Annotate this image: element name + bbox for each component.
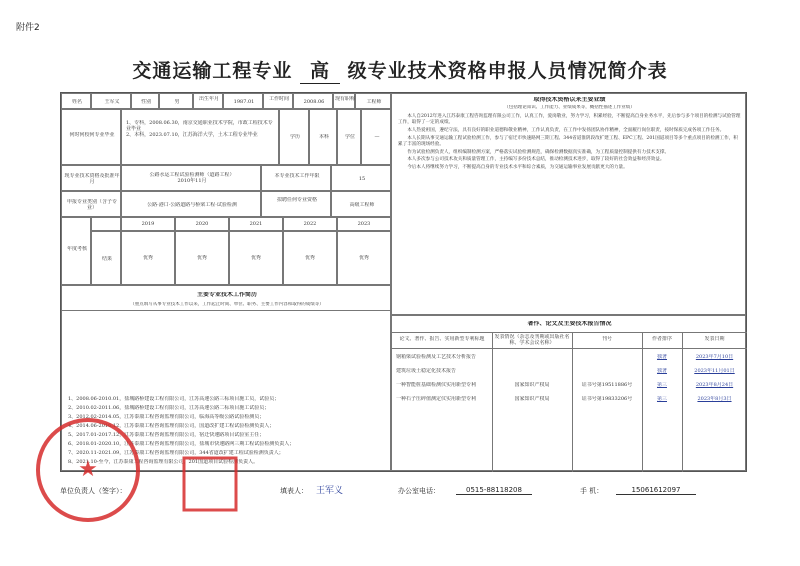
birth-label-cell: 出生年月 <box>193 93 223 109</box>
personal-seal <box>182 456 238 512</box>
edu-cell: 本科 <box>309 109 337 165</box>
assess-result: 优秀 <box>250 255 261 261</box>
title-level: 高 <box>300 56 340 84</box>
assess-label-cell: 年度考核 <box>61 217 91 285</box>
page-title: 交通运输工程专业 高 级专业技术资格申报人员情况简介表 <box>0 56 800 84</box>
resume-item: 6、2018.01-2020.10，江苏泰康工程咨询监理有限公司，盐城市快速路网三期工程试验检测负责人； <box>68 441 295 447</box>
title-cell: 工程师 <box>355 93 391 109</box>
result-label-cell: 结果 <box>91 231 121 285</box>
years-label-cell: 本专业技术工作年限 <box>261 165 331 191</box>
assess-result: 优秀 <box>196 255 207 261</box>
resume-item: 3、2012.02-2014.05，江苏泰康工程咨询监理有限公司，临海高等级公路试验检测员； <box>68 414 265 420</box>
achievement-paragraph: 本人热爱祖国，遵纪守法，具有良好的职业道德和敬业精神，工作认真负责，在工作中发扬团队协作精神，全面履行岗位职责，按时保质完成各项工作任务。 <box>407 127 725 133</box>
company-seal <box>28 410 148 530</box>
work-unit-label-cell: 申报专业类别（含子专业） <box>61 191 121 217</box>
assess-year: 2019 <box>141 221 155 227</box>
achievement-paragraph: 本人自2012年进入江苏泰康工程咨询监理有限公司工作，认真工作，爱岗敬业，努力学习，积累经验，不断提高自身业务水平，先后参与多个项目的检测与试验管理工作，取得了一定的成绩。 <box>398 114 741 125</box>
work-unit-cell: 公路·港口·公路道路与桥梁工程·试验检测 <box>121 191 261 217</box>
papers-section: 著作、论文及主要技术报告情况 论文、著作、报告、实用新型专利标题 发表情况（杂志及刊期或出版社名称、学术会议名称） 刊号 作者排序 发表日期 钢箱梁试验检测及工艺技术分析报告 独著 2023年7月10日 建筑垃圾土稳定化技术报告 独著 2023年11月01日 一种智能桩基础检测仪实用新型专利 国家知识产权局 证书号第19511886号 第三 2023年8月24日 一种石子压碎值测定仪实用新型专利 国家知识产权局 证书号第19833206号 第三 2023年8月3日 <box>391 315 746 471</box>
unit-head-label: 单位负责人（签字）： <box>60 487 127 495</box>
paper-title: 一种石子压碎值测定仪实用新型专利 <box>396 396 477 402</box>
assess-year: 2021 <box>249 221 263 227</box>
paper-order: 第三 <box>656 396 667 402</box>
apply-cell: 高级工程师 <box>331 191 391 217</box>
achievements-section: 取得技术资格以来主要业绩 （包括理论知识、工作能力、业绩成果等，概括性描述工作业绩） 本人自2012年进入江苏泰康工程咨询监理有限公司工作，认真工作，爱岗敬业，努力学习，积累经验，不断提高自身业务水平，先后参与多个项目的检测与试验管理工作，取得了一定的成绩。 本人热爱祖国，遵纪守法，具有良好的职业道德和敬业精神，工作认真负责，在工作中发扬团队协作精神，全面履行岗位职责，按时保质完成各项工作任务。 本人长期从事交通运输工程试验检测工作，参与了宿迁市快速路网三期工程、344省道淮阴段改扩建工程、EPC工程、201国道项目等多个重点项目的检测工作，积累了丰富的现场经验。 作为试验检测负责人，组织编制检测方案，严格落实试验检测规范，确保检测数据真实准确，为工程质量控制提供有力技术支撑。 本人多次参与公司技术攻关和质量管理工作，主持编写多份技术总结，推动检测技术进步，取得了较好的社会效益和经济效益。 今后本人将继续努力学习，不断提高自身的专业技术水平和综合素质，为交通运输事业发展贡献更大的力量。 <box>391 93 746 315</box>
gender-cell: 男 <box>159 93 193 109</box>
name-cell: 王军义 <box>91 93 131 109</box>
title-label-cell: 现有职称 <box>333 93 355 109</box>
current-post-label-cell: 现专业技术资格及批准年月 <box>61 165 121 191</box>
attachment-label: 附件2 <box>16 23 40 33</box>
name-label-cell: 姓名 <box>61 93 91 109</box>
resume-item: 5、2017.01-2017.12，江苏泰康工程咨询监理有限公司，宿迁快速路项目试验室主任； <box>68 432 265 438</box>
mobile-value: 15061612097 <box>616 486 696 495</box>
achievement-paragraph: 本人多次参与公司技术攻关和质量管理工作，主持编写多份技术总结，推动检测技术进步，取得了较好的社会效益和经济效益。 <box>407 157 665 163</box>
achievement-paragraph: 今后本人将继续努力学习，不断提高自身的专业技术水平和综合素质，为交通运输事业发展贡献更大的力量。 <box>407 165 628 171</box>
paper-date: 2023年8月3日 <box>697 396 732 402</box>
years-cell: 15 <box>331 165 391 191</box>
mobile-label: 手 机： <box>580 487 604 495</box>
paper-issue: 证书号第19833206号 <box>581 396 633 402</box>
gender-label-cell: 性别 <box>131 93 159 109</box>
paper-order: 独著 <box>656 368 667 374</box>
current-post-cell: 公路水运工程试验检测师（道路工程） 2010年11月 <box>121 165 261 191</box>
assess-result: 优秀 <box>304 255 315 261</box>
assess-year: 2023 <box>357 221 371 227</box>
assess-year: 2020 <box>195 221 209 227</box>
degree-label-cell: 学位 <box>337 109 361 165</box>
phone-value: 0515-88118208 <box>456 486 532 495</box>
school-cell: 1、专科，2008.06.30，南京交通职业技术学院，市政工程技术专业毕业 2、本科，2023.07.10，江苏海洋大学，土木工程专业毕业 <box>121 109 279 165</box>
paper-pub: 国家知识产权局 <box>514 396 550 402</box>
assess-blank <box>91 217 121 231</box>
paper-pub: 国家知识产权局 <box>514 382 550 388</box>
paper-title: 钢箱梁试验检测及工艺技术分析报告 <box>396 354 477 360</box>
achievement-paragraph: 本人长期从事交通运输工程试验检测工作，参与了宿迁市快速路网三期工程、344省道淮阴段改扩建工程、EPC工程、201国道项目等多个重点项目的检测工作，积累了丰富的现场经验。 <box>398 135 738 147</box>
paper-date: 2023年8月24日 <box>695 382 734 388</box>
form-sheet <box>60 92 747 472</box>
svg-text:★: ★ <box>78 457 98 482</box>
paper-order: 独著 <box>656 354 667 360</box>
assess-result: 优秀 <box>358 255 369 261</box>
phone-label: 办公室电话： <box>398 487 440 495</box>
resume-item: 2、2010.02-2011.06，盐城路桥建设工程有限公司，江苏高速公路二标项目施工试验员； <box>68 405 270 411</box>
resume-item: 7、2020.11-2021.09，江苏泰康工程咨询监理有限公司，344省道改扩建工程试验检测负责人； <box>68 450 284 456</box>
school-label-cell: 何时何校何专业毕业 <box>61 109 121 165</box>
paper-order: 第三 <box>656 382 667 388</box>
achievement-paragraph: 作为试验检测负责人，组织编制检测方案，严格落实试验检测规范，确保检测数据真实准确，为工程质量控制提供有力技术支撑。 <box>407 149 670 155</box>
assess-result: 优秀 <box>142 255 153 261</box>
resume-section: 主要专业技术工作简历 （重点填写从事专业技术工作以来，工作起止时间、单位、职务、主要工作内容和取得的成绩等） 1、2008.06-2010.01，盐城路桥建设工程有限公司，江苏高速公路三标项目施工员，试验员； 2、2010.02-2011.06，盐城路桥建设工程有限公司，江苏高速公路二标项目施工试验员； 3、2012.02-2014.05，江苏泰康工程咨询监理有限公司，临海高等级公路试验检测员； 4、2014.06-2016.12，江苏泰康工程咨询监理有限公司，国道改扩建工程试验检测负责人； 5、2017.01-2017.12，江苏泰康工程咨询监理有限公司，宿迁快速路项目试验室主任； 6、2018.01-2020.10，江苏泰康工程咨询监理有限公司，盐城市快速路网三期工程试验检测负责人； 7、2020.11-2021.09，江苏泰康工程咨询监理有限公司，344省道改扩建工程试验检测负责人； 8、2021.10-至今，江苏泰康工程咨询监理有限公司，201国道项目试验检测负责人。 <box>61 285 391 471</box>
resume-item: 4、2014.06-2016.12，江苏泰康工程咨询监理有限公司，国道改扩建工程试验检测负责人； <box>68 423 275 429</box>
paper-title: 建筑垃圾土稳定化技术报告 <box>396 368 457 374</box>
filler-label: 填表人： <box>280 487 308 495</box>
degree-cell: — <box>361 109 391 165</box>
paper-date: 2023年7月10日 <box>695 354 734 360</box>
work-start-label-cell: 工作时间 <box>263 93 293 109</box>
apply-label-cell: 拟聘任何专业资格 <box>261 191 331 217</box>
work-start-cell: 2008.06 <box>293 93 333 109</box>
resume-item: 8、2021.10-至今，江苏泰康工程咨询监理有限公司，201国道项目试验检测负责人。 <box>68 459 259 465</box>
paper-date: 2023年11月01日 <box>694 368 735 374</box>
resume-item: 1、2008.06-2010.01，盐城路桥建设工程有限公司，江苏高速公路三标项目施工员，试验员； <box>68 396 280 402</box>
edu-label-cell: 学历 <box>279 109 309 165</box>
paper-issue: 证书号第19511886号 <box>581 382 633 388</box>
filler-signature: 王军义 <box>316 486 344 496</box>
paper-title: 一种智能桩基础检测仪实用新型专利 <box>396 382 477 388</box>
assess-year: 2022 <box>303 221 317 227</box>
birth-cell: 1987.01 <box>223 93 263 109</box>
